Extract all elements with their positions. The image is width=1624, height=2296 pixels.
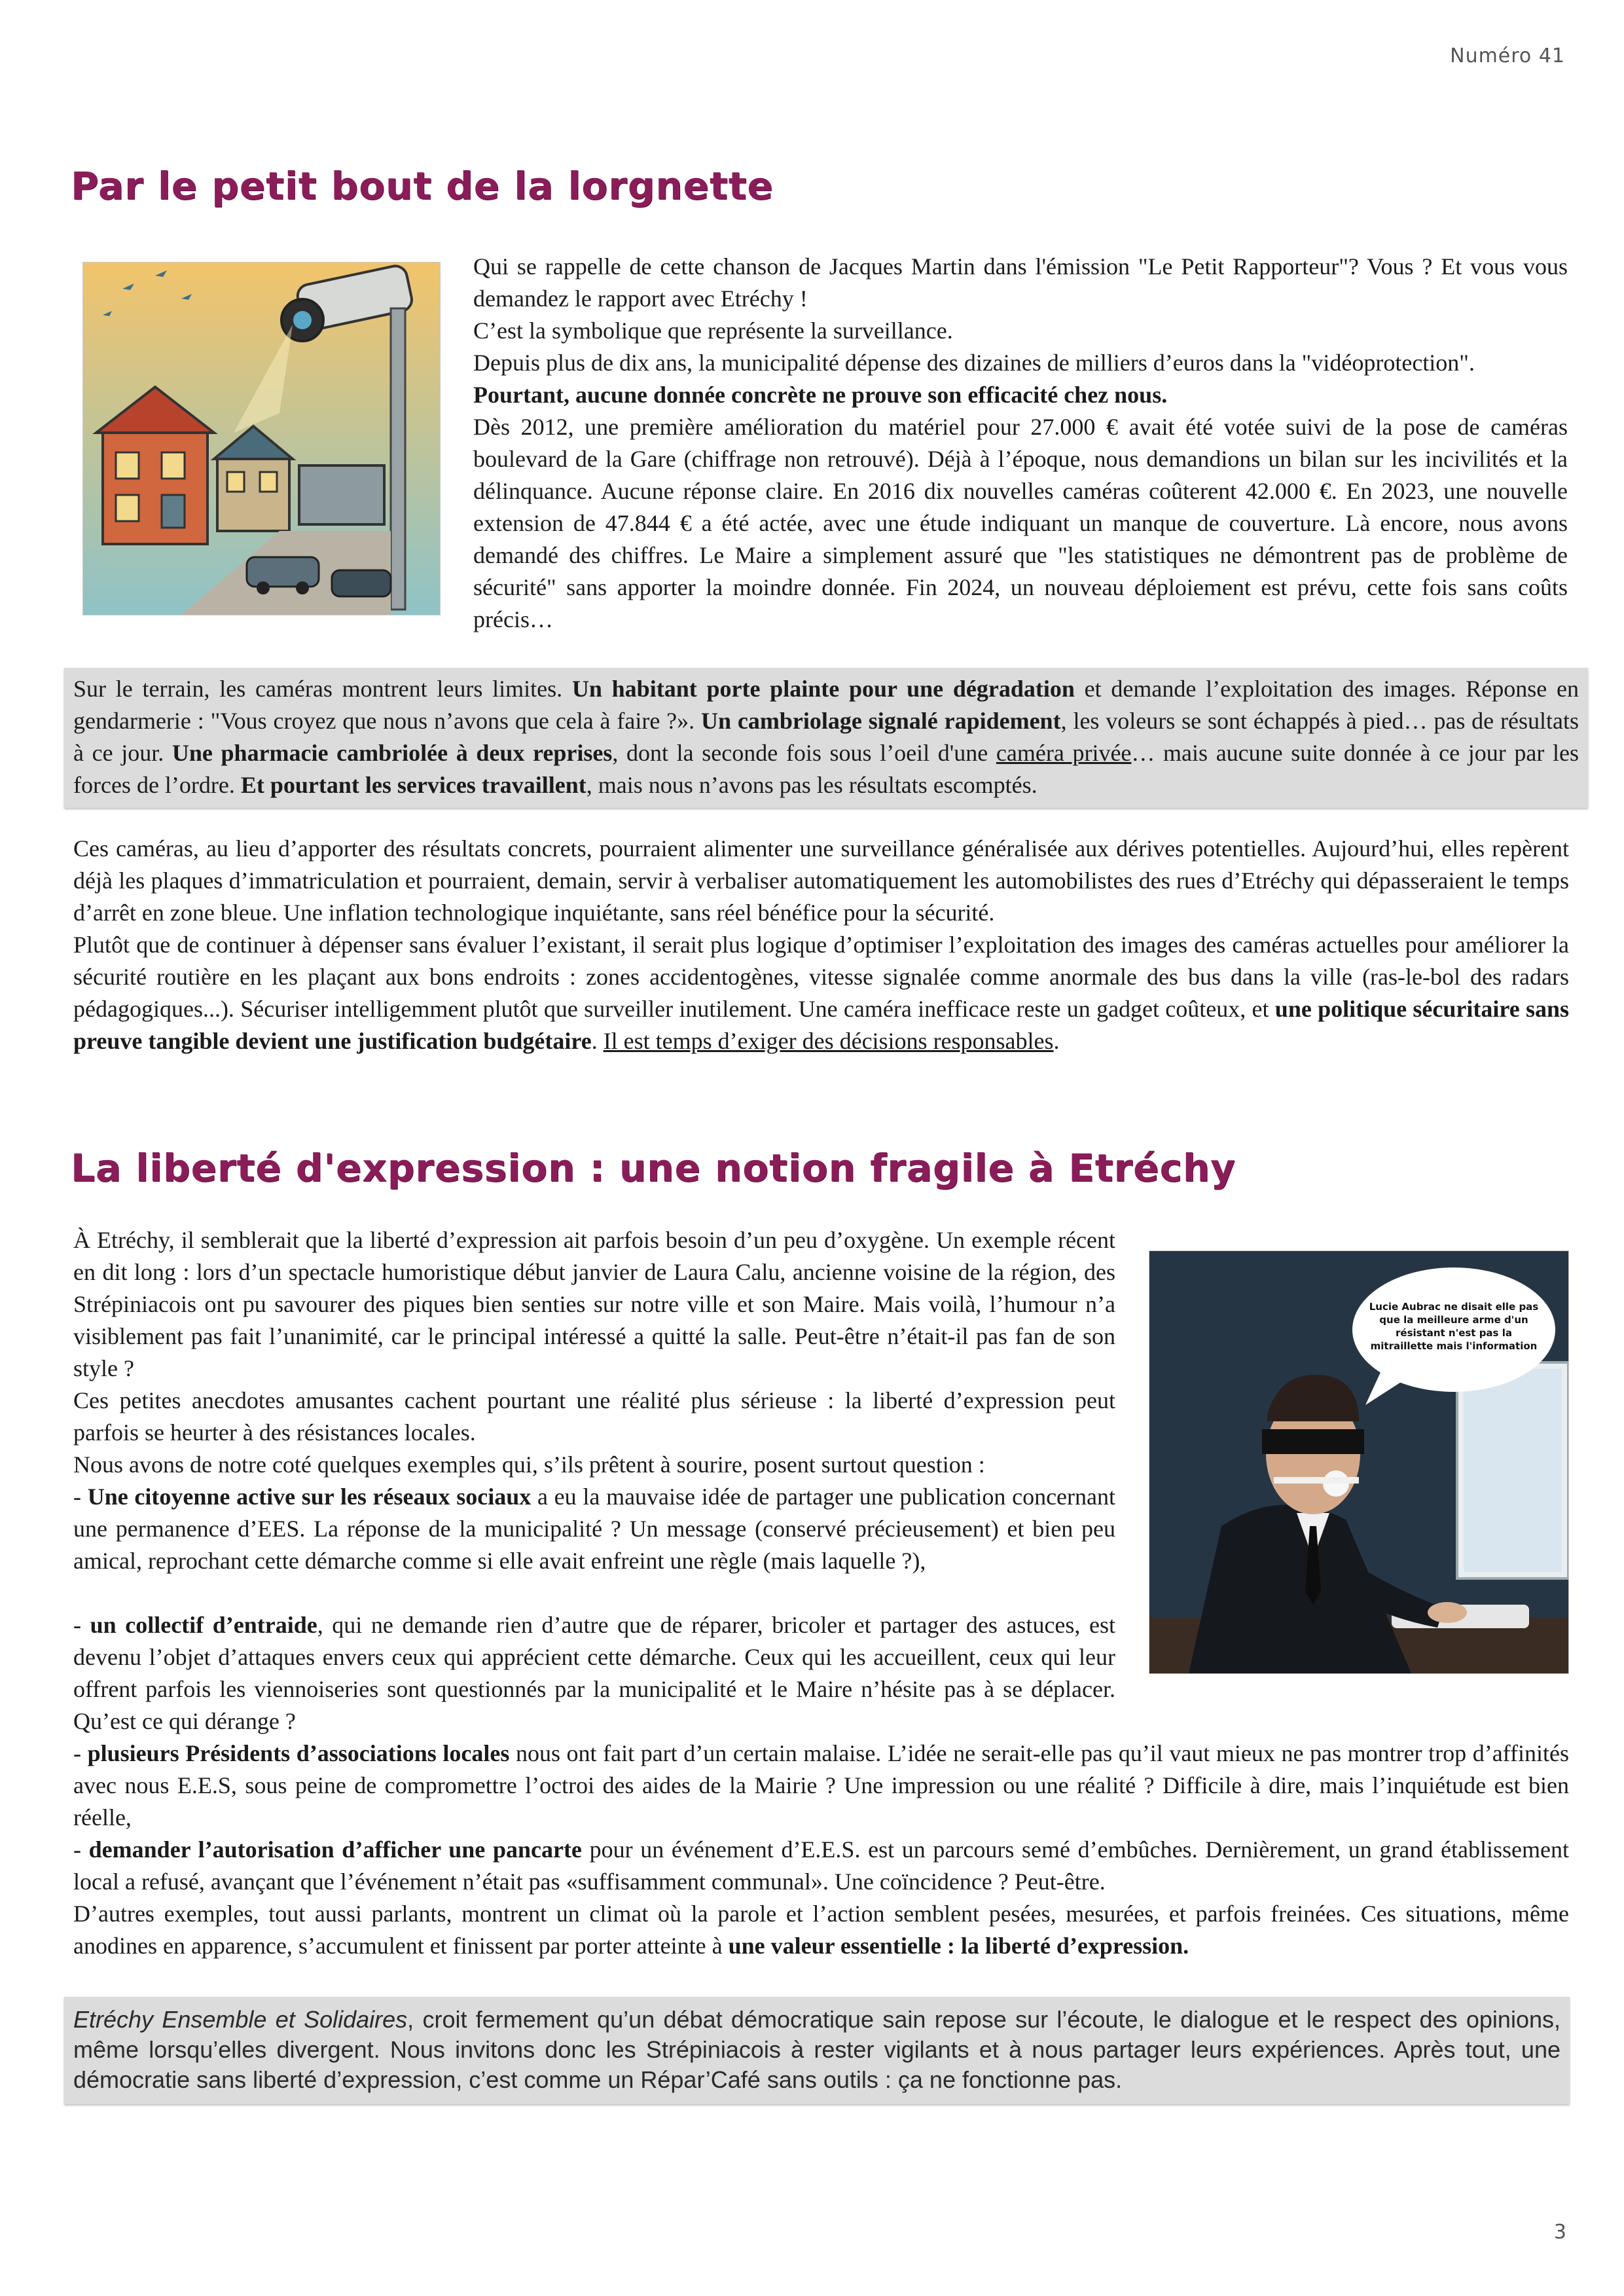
blindfolded-man-illustration xyxy=(1149,1250,1569,1674)
speech-bubble-text: Lucie Aubrac ne disait elle pas que la meilleure arme d'un résistant n'est pas la mitraillette mais l'information xyxy=(1369,1301,1539,1352)
article1-closing xyxy=(73,833,1569,1057)
ees-statement-box: Etréchy Ensemble et Solidaires, croit fermement qu’un débat démocratique sain repose sur l’écoute, le dialogue et le respect des opinions, même lorsqu’elles divergent. Nous invitons donc les Strépiniacois à rester vigilants et à nous partager leurs expériences. Après tout, une démocratie sans liberté d’expression, c’est comme un Répar’Café sans outils : ça ne fonctionne pas. xyxy=(64,1997,1570,2104)
a2-paragraph-1: À Etréchy, il semblerait que la liberté d’expression ait parfois besoin d’un peu d’oxygène. Un exemple récent en dit long : lors d’un spectacle humoristique début janvier de Laura Calu, ancienne voisine de la région, des Strépiniacois ont pu savourer des piques bien senties sur notre ville et son Maire. Mais voilà, l’humour n’a visiblement pas fait l’unanimité, car le principal intéressé a quitté la salle. Peut-être n’était-il pas fan de son style ? xyxy=(73,1227,1115,1381)
article2-continuation xyxy=(73,1738,1569,1962)
a2-paragraph-3: Nous avons de notre coté quelques exemples qui, s’ils prêtent à sourire, posent surtout question : xyxy=(73,1451,985,1478)
page-number: 3 xyxy=(1553,2221,1566,2244)
intro-line-2: C’est la symbolique que représente la surveillance. xyxy=(473,318,953,344)
a2-paragraph-2: Ces petites anecdotes amusantes cachent pourtant une réalité plus sérieuse : la liberté d’expression peut parfois se heurter à des résistances locales. xyxy=(73,1387,1115,1446)
issue-number: Numéro 41 xyxy=(1450,45,1565,67)
article1-intro xyxy=(473,251,1568,636)
article2-intro xyxy=(73,1224,1115,1577)
intro-line-5: Dès 2012, une première amélioration du matériel pour 27.000 € avait été votée suivi de la pose de caméras boulevard de la Gare (chiffrage non retrouvé). Déjà à l’époque, nous demandions un bilan sur les incivilités et la délinquance. Aucune réponse claire. En 2016 dix nouvelles caméras coûterent 42.000 €. En 2023, une nouvelle extension de 47.844 € a été actée, avec une étude indiquant un manque de couverture. Là encore, nous avons demandé des chiffres. Le Maire a simplement assuré que "les statistiques ne démontrent pas de problème de sécurité" sans apporter la moindre donnée. Fin 2024, un nouveau déploiement est prévu, cette fois sans coûts précis… xyxy=(473,414,1568,632)
closing-paragraph-2: Plutôt que de continuer à dépenser sans évaluer l’existant, il serait plus logique d’optimiser l’exploitation des images des caméras actuelles pour améliorer la sécurité routière en les plaçant aux bons endroits : zones accidentogènes, vitesse signalée comme anormale des bus dans la ville (ras-le-bol des radars pédagogiques...). Sécuriser intelligemment plutôt que surveiller inutilement. Une caméra inefficace reste un gadget coûteux, et une politique sécuritaire sans preuve tangible devient une justification budgétaire. Il est temps d’exiger des décisions responsables. xyxy=(73,932,1569,1054)
example-3: - plusieurs Présidents d’associations locales nous ont fait part d’un certain malaise. L’idée ne serait-elle pas qu’il vaut mieux ne pas montrer trop d’affinités avec nous E.E.S, sous peine de compromettre l’octroi des aides de la Mairie ? Une impression ou une réalité ? Difficile à dire, mais l’inquiétude est bien réelle, xyxy=(73,1740,1569,1831)
example-1: - Une citoyenne active sur les réseaux sociaux a eu la mauvaise idée de partager une publication concernant une permanence d’EES. La réponse de la municipalité ? Un message (conservé précieusement) et bien peu amical, reprochant cette démarche comme si elle avait enfreint une règle (mais laquelle ?), xyxy=(73,1484,1116,1574)
article1-title: Par le petit bout de la lorgnette xyxy=(71,164,774,208)
surveillance-camera-icon xyxy=(83,263,440,615)
ees-name: Etréchy Ensemble et Solidaires xyxy=(73,2006,408,2033)
example-2: - un collectif d’entraide, qui ne demande rien d’autre que de réparer, bricoler et partager des astuces, est devenu l’objet d’attaques envers ceux qui apprécient cette démarche. Ceux qui les accueillent, ceux qui leur offrent parfois les viennoiseries sont questionnés par la municipalité et le Maire n’hésite pas à se déplacer. Qu’est ce qui dérange ? xyxy=(73,1612,1115,1734)
intro-line-1: Qui se rappelle de cette chanson de Jacques Martin dans l'émission "Le Petit Rapporteur"? Vous ? Et vous vous demandez le rapport avec Etréchy ! xyxy=(473,253,1568,312)
example-2-block xyxy=(73,1609,1115,1738)
intro-line-3: Depuis plus de dix ans, la municipalité dépense des dizaines de milliers d’euros dans la "vidéoprotection". xyxy=(473,350,1475,376)
article2-title: La liberté d'expression : une notion fragile à Etréchy xyxy=(71,1146,1236,1190)
field-limits-box: Sur le terrain, les caméras montrent leurs limites. Un habitant porte plainte pour une dégradation et demande l’exploitation des images. Réponse en gendarmerie : "Vous croyez que nous n’avons que cela à faire ?». Un cambriolage signalé rapidement, les voleurs se sont échappés à pied… pas de résultats à ce jour. Une pharmacie cambriolée à deux reprises, dont la seconde fois sous l’oeil d'une caméra privée… mais aucune suite donnée à ce jour par les forces de l’ordre. Et pourtant les services travaillent, mais nous n’avons pas les résultats escomptés. xyxy=(64,668,1588,808)
intro-line-4: Pourtant, aucune donnée concrète ne prouve son efficacité chez nous. xyxy=(473,382,1168,408)
a2-paragraph-4: D’autres exemples, tout aussi parlants, montrent un climat où la parole et l’action semblent pesées, mesurées, et parfois freinées. Ces situations, même anodines en apparence, s’accumulent et finissent par porter atteinte à une valeur essentielle : la liberté d’expression. xyxy=(73,1901,1569,1959)
camera-town-illustration xyxy=(82,262,441,615)
example-4: - demander l’autorisation d’afficher une pancarte pour un événement d’E.E.S. est un parcours semé d’embûches. Dernièrement, un grand établissement local a refusé, avançant que l’événement n’était pas «suffisamment communal». Une coïncidence ? Peut-être. xyxy=(73,1836,1570,1895)
closing-paragraph-1: Ces caméras, au lieu d’apporter des résultats concrets, pourraient alimenter une surveillance généralisée aux dérives potentielles. Aujourd’hui, elles repèrent déjà les plaques d’immatriculation et pourraient, demain, servir à verbaliser automatiquement les automobilistes des rues d’Etréchy qui dépasseraient le temps d’arrêt en zone bleue. Une inflation technologique inquiétante, sans réel bénéfice pour la sécurité. xyxy=(73,835,1569,926)
